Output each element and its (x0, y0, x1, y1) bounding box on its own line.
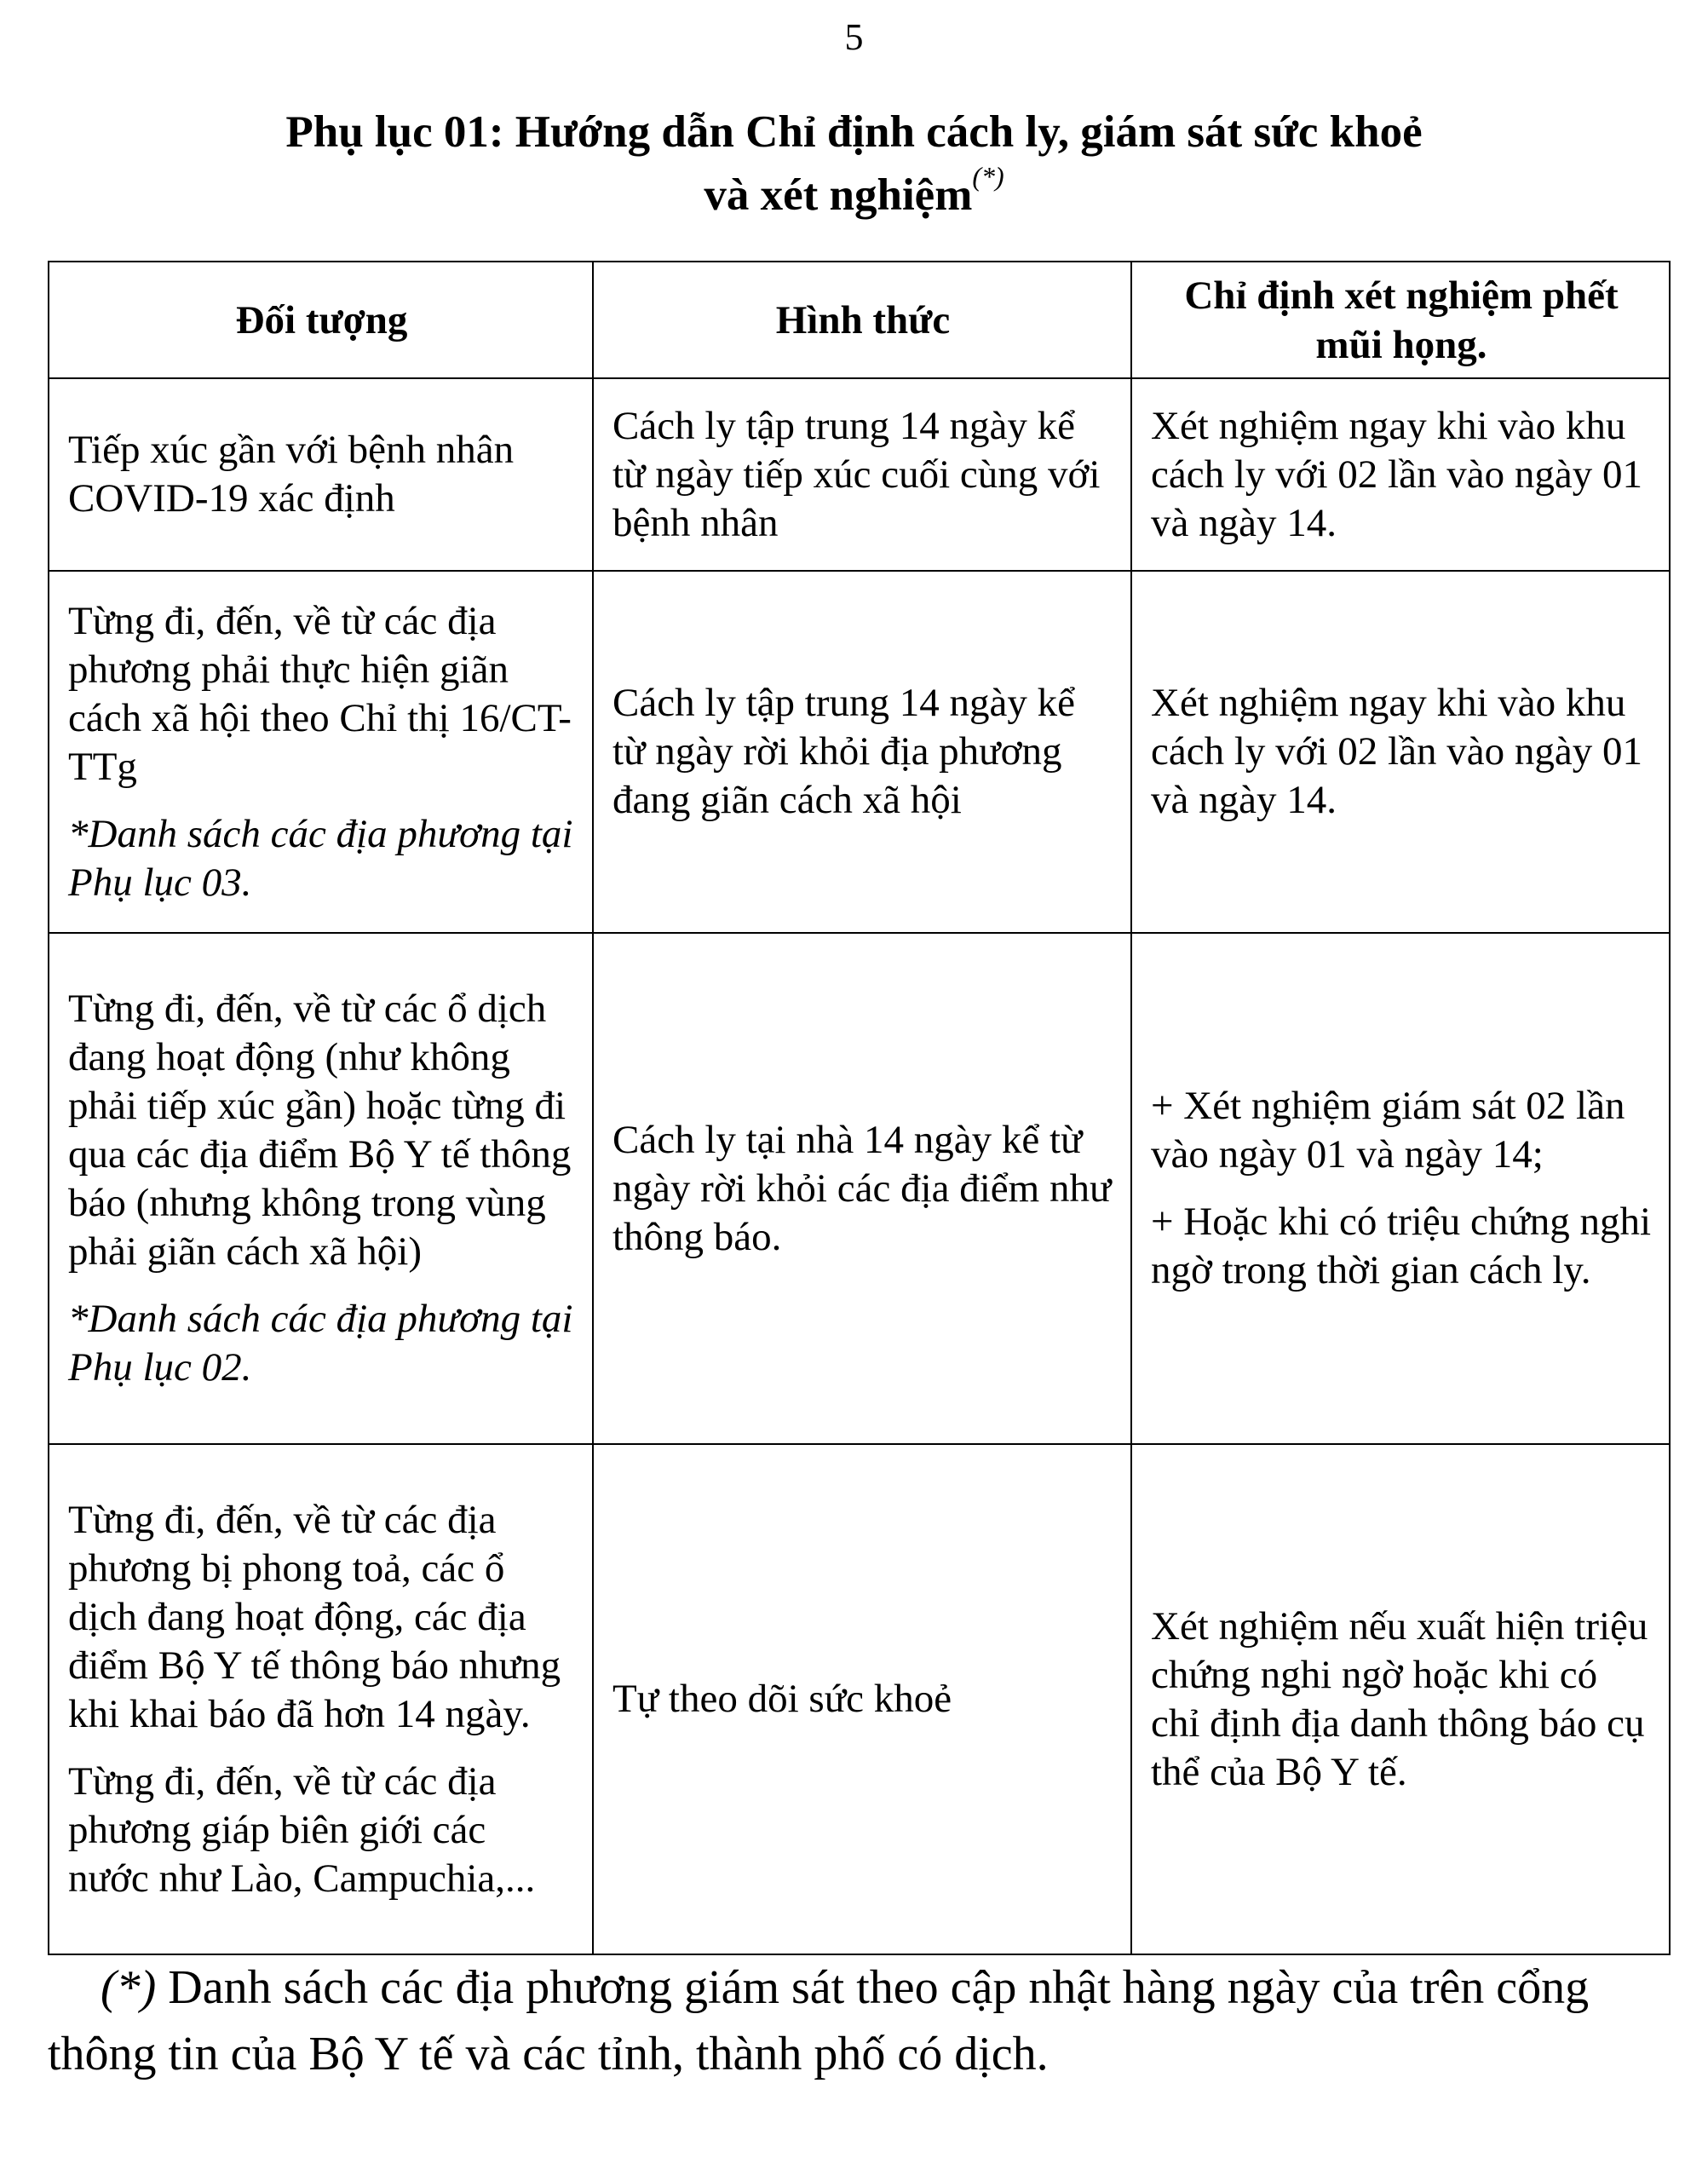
cell-xet-nghiem (1131, 933, 1670, 1444)
cell-hinh-thuc (593, 571, 1131, 933)
cell-text: Tiếp xúc gần với bệnh nhân COVID-19 xác định (68, 428, 515, 521)
cell-text: Từng đi, đến, về từ các ổ dịch đang hoạt động (như không phải tiếp xúc gần) hoặc từng đi qua các địa điểm Bộ Y tế thông báo (nhưng không trong vùng phải giãn cách xã hội) (68, 987, 572, 1274)
cell-hinh-thuc (593, 1444, 1131, 1954)
cell-hinh-thuc (593, 378, 1131, 571)
page-title (0, 101, 1708, 227)
cell-text: Từng đi, đến, về từ các địa phương bị phong toả, các ổ dịch đang hoạt động, các địa điểm Bộ Y tế thông báo nhưng khi khai báo đã hơn 14 ngày. (68, 1497, 561, 1736)
cell-xet-nghiem (1131, 378, 1670, 571)
cell-doi-tuong (49, 378, 593, 571)
guidance-table (48, 261, 1671, 1955)
cell-text: Tự theo dõi sức khoẻ (612, 1677, 952, 1721)
title-superscript: (*) (972, 161, 1004, 192)
title-line-1: Phụ lục 01: Hướng dẫn Chỉ định cách ly, giám sát sức khoẻ (285, 107, 1423, 157)
cell-doi-tuong (49, 1444, 593, 1954)
footnote-text: Danh sách các địa phương giám sát theo cập nhật hàng ngày của trên cổng thông tin của Bộ Y tế và các tỉnh, thành phố có dịch. (48, 1961, 1590, 2080)
cell-text: Cách ly tập trung 14 ngày kể từ ngày tiếp xúc cuối cùng với bệnh nhân (612, 403, 1101, 545)
cell-text: + Hoặc khi có triệu chứng nghi ngờ trong thời gian cách ly. (1151, 1200, 1652, 1292)
table-row (49, 378, 1670, 571)
footnote (48, 1954, 1669, 2087)
cell-text: Cách ly tại nhà 14 ngày kể từ ngày rời khỏi các địa điểm như thông báo. (612, 1117, 1112, 1259)
cell-xet-nghiem (1131, 571, 1670, 933)
header-hinh-thuc: Hình thức (593, 262, 1131, 378)
cell-doi-tuong (49, 933, 593, 1444)
table-row (49, 571, 1670, 933)
title-line-2-text: và xét nghiệm (704, 170, 973, 220)
title-line-2 (0, 161, 1708, 227)
cell-text: Từng đi, đến, về từ các địa phương phải thực hiện giãn cách xã hội theo Chỉ thị 16/CT-TTg (68, 598, 572, 789)
cell-xet-nghiem (1131, 1444, 1670, 1954)
cell-note: *Danh sách các địa phương tại Phụ lục 03. (68, 811, 573, 905)
page-number: 5 (844, 16, 864, 58)
cell-text: Cách ly tập trung 14 ngày kể từ ngày rời khỏi địa phương đang giãn cách xã hội (612, 681, 1075, 822)
header-xet-nghiem: Chỉ định xét nghiệm phết mũi họng. (1131, 262, 1670, 378)
table-row (49, 1444, 1670, 1954)
cell-hinh-thuc (593, 933, 1131, 1444)
cell-text: + Xét nghiệm giám sát 02 lần vào ngày 01 và ngày 14; (1151, 1084, 1625, 1177)
cell-text: Xét nghiệm ngay khi vào khu cách ly với 02 lần vào ngày 01 và ngày 14. (1151, 403, 1642, 545)
cell-text: Xét nghiệm nếu xuất hiện triệu chứng nghi ngờ hoặc khi có chỉ định địa danh thông báo cụ thể của Bộ Y tế. (1151, 1603, 1648, 1794)
cell-text: Xét nghiệm ngay khi vào khu cách ly với 02 lần vào ngày 01 và ngày 14. (1151, 681, 1642, 822)
footnote-mark: (*) (101, 1961, 157, 2014)
cell-text: Từng đi, đến, về từ các địa phương giáp biên giới các nước như Lào, Campuchia,... (68, 1758, 536, 1901)
table-header-row (49, 262, 1670, 378)
cell-note: *Danh sách các địa phương tại Phụ lục 02. (68, 1297, 573, 1390)
cell-doi-tuong (49, 571, 593, 933)
table-row (49, 933, 1670, 1444)
header-doi-tuong: Đối tượng (49, 262, 593, 378)
